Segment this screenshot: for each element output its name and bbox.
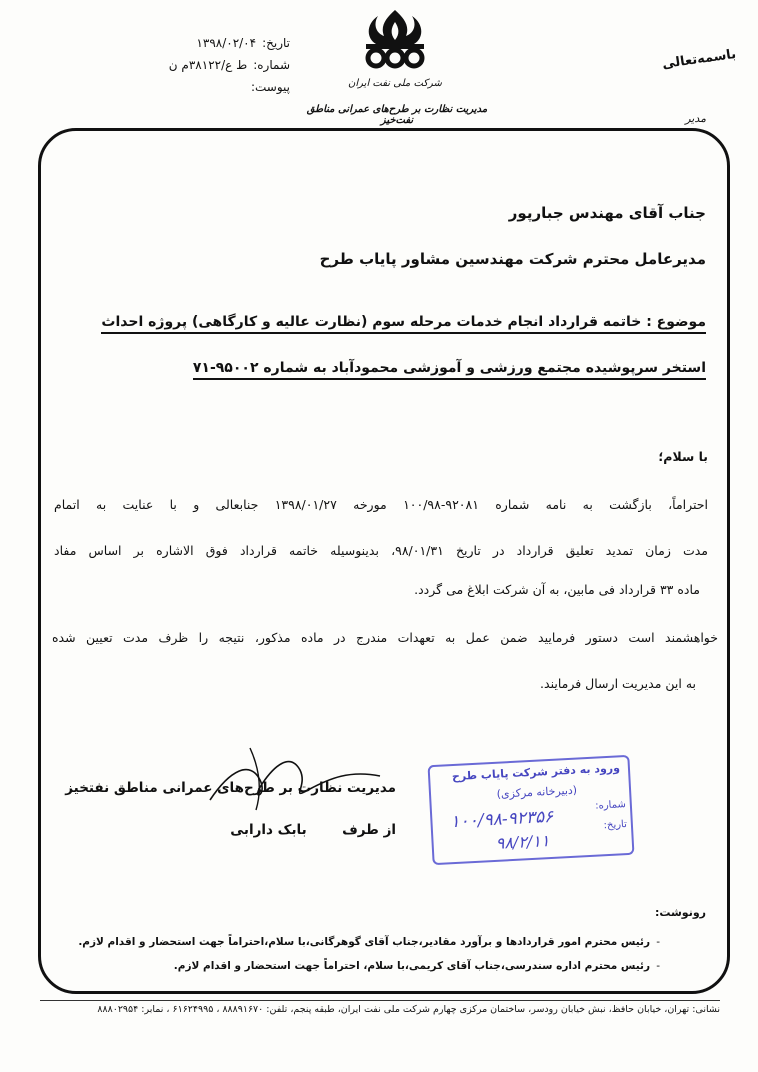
attachment-row [150, 76, 290, 98]
number-value: ط ع/۳۸۱۲۲م ن [168, 58, 248, 72]
stamp-subtitle: (دبیرخانه مرکزی) [496, 783, 578, 801]
paragraph-1-line-1: احتراماً، بازگشت به نامه شماره ۹۲۰۸۱-۱۰۰/۹۸ مورخه ۱۳۹۸/۰۱/۲۷ جنابعالی و با عنایت به اتمام [54, 497, 708, 512]
date-label: تاریخ: [262, 36, 290, 50]
number-row [150, 54, 290, 76]
attachment-label: پیوست: [250, 80, 290, 94]
date-row [150, 32, 290, 54]
on-behalf-label: از طرف [342, 822, 396, 838]
stamp-title: ورود به دفتر شرکت پایاب طرح [451, 761, 621, 784]
addressee-name: جناب آقای مهندس جبارپور [508, 204, 706, 222]
company-name: شرکت ملی نفت ایران [348, 78, 442, 89]
signatory-line [230, 822, 396, 838]
greeting: با سلام؛ [658, 449, 708, 464]
flame-logo-icon [330, 4, 460, 84]
signatory-department: مدیریت نظارت بر طرح‌های عمرانی مناطق نفتخیز [65, 780, 396, 796]
cc-bullet-1: - [656, 936, 660, 948]
cc-item-1: رئیس محترم امور قراردادها و برآورد مقادیر،جناب آقای گوهرگانی،با سلام،احتراماً جهت استحضار و اقدام لازم. [78, 936, 650, 948]
paragraph-1-line-2: مدت زمان تمدید تعلیق قرارداد در تاریخ ۹۸/۰۱/۳۱، بدینوسیله خاتمه قرارداد فوق الاشاره بر اساس مفاد [54, 543, 708, 558]
subject-line-2: استخر سرپوشیده مجتمع ورزشی و آموزشی محمودآباد به شماره ۹۵۰۰۲-۷۱ [193, 360, 706, 380]
paragraph-1-line-3: ماده ۳۳ قرارداد فی مابین، به آن شرکت ابلاغ می گردد. [414, 582, 700, 597]
paragraph-2-line-1: خواهشمند است دستور فرمایید ضمن عمل به تعهدات مندرج در ماده مذکور، نتیجه را ظرف مدت تعیین شده [52, 630, 718, 645]
cc-heading: رونوشت: [654, 906, 706, 919]
subject-line-1: موضوع : خاتمه قرارداد انجام خدمات مرحله سوم (نظارت عالیه و کارگاهی) پروژه احداث [101, 314, 706, 334]
signatory-name: بابک دارابی [230, 822, 307, 838]
stamp-number-value: ۱۰۰/۹۸-۹۲۳۵۶ [450, 806, 554, 833]
modir-label: مدیر [685, 112, 706, 125]
footer-divider [40, 1000, 720, 1001]
stamp-date-label: تاریخ: [603, 819, 628, 832]
stamp-number-label: شماره: [594, 799, 627, 812]
cc-bullet-2: - [656, 960, 660, 972]
addressee-title: مدیرعامل محترم شرکت مهندسین مشاور پایاب طرح [319, 250, 706, 268]
department-name: مدیریت نظارت بر طرح‌های عمرانی مناطق نفت‌خیز [306, 104, 488, 126]
stamp-date-value: ۹۸/۲/۱۱ [495, 831, 550, 853]
paragraph-2-line-2: به این مدیریت ارسال فرمایند. [540, 676, 696, 691]
footer-address: نشانی: تهران، خیابان حافظ، نبش خیابان رودسر، ساختمان مرکزی چهارم شرکت ملی نفت ایران، طبقه پنجم، تلفن: ۸۸۸۹۱۶۷۰ ، ۶۱۶۲۴۹۹۵ ، نمابر: ۸۸۸۰۲۹۵۴ [97, 1004, 720, 1015]
bismillah: باسمه‌تعالی [661, 46, 737, 73]
number-label: شماره: [253, 58, 290, 72]
date-value: ۱۳۹۸/۰۲/۰۴ [196, 36, 257, 50]
receipt-stamp [428, 755, 635, 865]
letter-meta [150, 32, 290, 98]
cc-item-2: رئیس محترم اداره سندرسی،جناب آقای کریمی،با سلام، احتراماً جهت استحضار و اقدام لازم. [173, 960, 650, 972]
